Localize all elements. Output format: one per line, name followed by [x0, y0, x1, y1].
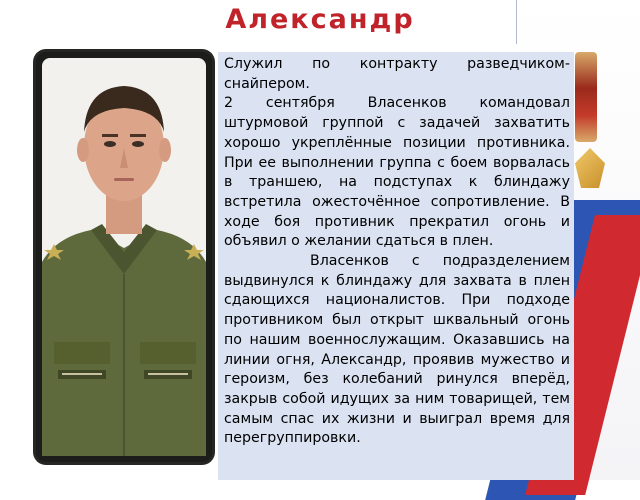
decor-ribbon-icon [575, 52, 597, 142]
slide-title: Александр [225, 4, 415, 35]
biography-paragraph-2: 2 сентября Власенков командовал штурмовой группой с задачей захватить хорошо укреплённые позиции противника. При ее выполнении группа с боем ворвалась в траншею, на подступах к блиндажу встретила ожесточённое сопротивление. В ходе боя противник прекратил огонь и объявил о желании сдаться в плен. [224, 95, 570, 250]
biography-paragraph-3: Власенков с подразделением выдвинулся к блиндажу для захвата в плен сдающихся националистов. При подходе противником был открыт шквальный огонь по нашим военнослужащим. Оказавшись на линии огня, Александр, проявив мужество и героизм, без колебаний ринулся вперёд, закрыв собой идущих за ним товарищей, тем самым спас их жизни и выиграл время для перегруппировки. [224, 253, 570, 447]
biography-paragraph-1: Служил по контракту разведчиком-снайпером. [224, 56, 570, 92]
portrait-photo [36, 52, 212, 462]
portrait-photo-icon [36, 52, 212, 462]
biography-text-box [218, 52, 574, 480]
